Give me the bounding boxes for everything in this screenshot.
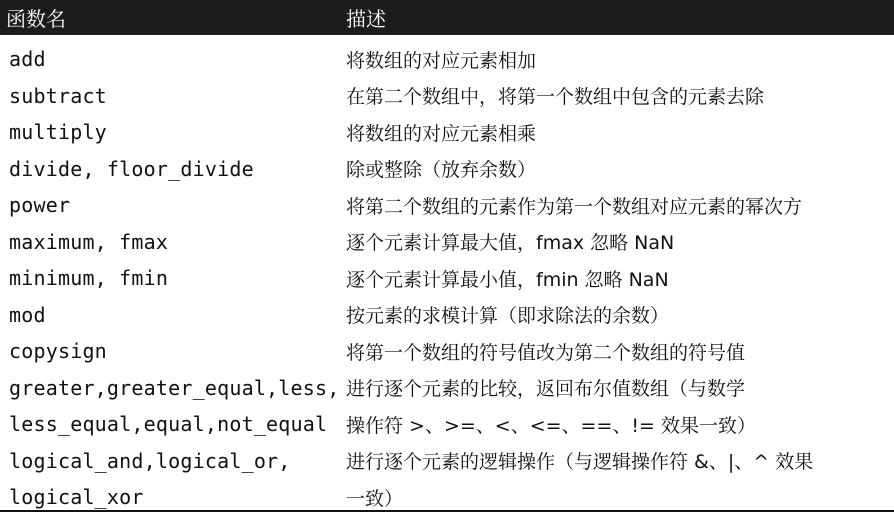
function-name-cell: minimum, fmin — [9, 266, 169, 291]
table-row — [0, 224, 894, 261]
description-cell: 将第二个数组的元素作为第一个数组对应元素的幂次方 — [346, 195, 803, 218]
table-row — [0, 41, 894, 78]
table-row — [0, 443, 894, 480]
description-cell: 进行逐个元素的逻辑操作（与逻辑操作符 &、|、^ 效果 — [346, 451, 814, 474]
function-name-cell: less_equal,equal,not_equal — [9, 412, 328, 437]
function-name-cell: power — [9, 193, 71, 218]
table-header — [0, 0, 894, 35]
description-cell: 在第二个数组中，将第一个数组中包含的元素去除 — [346, 86, 765, 109]
table-body — [0, 35, 894, 516]
function-name-cell: maximum, fmax — [9, 229, 169, 254]
description-cell: 除或整除（放弃余数） — [346, 159, 537, 182]
table-row — [0, 370, 894, 407]
description-cell: 操作符 >、>=、<、<=、==、!= 效果一致） — [346, 414, 756, 437]
description-cell: 一致） — [346, 487, 404, 510]
function-name-cell: mod — [9, 302, 46, 327]
description-cell: 逐个元素计算最大值，fmax 忽略 NaN — [346, 232, 675, 255]
description-cell: 逐个元素计算最小值，fmin 忽略 NaN — [346, 268, 669, 291]
description-cell: 将数组的对应元素相加 — [346, 49, 537, 72]
header-function-name: 函数名 — [6, 7, 66, 31]
description-cell: 进行逐个元素的比较，返回布尔值数组（与数学 — [346, 378, 746, 401]
description-cell: 将数组的对应元素相乘 — [346, 122, 537, 145]
table-row — [0, 260, 894, 297]
description-cell: 将第一个数组的符号值改为第二个数组的符号值 — [346, 341, 746, 364]
table-row — [0, 333, 894, 370]
header-description: 描述 — [346, 7, 386, 31]
table-row — [0, 187, 894, 224]
function-name-cell: multiply — [9, 120, 107, 145]
table-row — [0, 151, 894, 188]
table-row — [0, 78, 894, 115]
function-name-cell: divide, floor_divide — [9, 156, 254, 181]
function-name-cell: subtract — [9, 83, 107, 108]
function-name-cell: logical_xor — [9, 485, 144, 510]
function-name-cell: greater,greater_equal,less, — [9, 375, 340, 400]
table-row — [0, 114, 894, 151]
function-name-cell: add — [9, 47, 46, 72]
bottom-divider — [0, 510, 894, 512]
table-row — [0, 406, 894, 443]
function-name-cell: logical_and,logical_or, — [9, 448, 291, 473]
function-name-cell: copysign — [9, 339, 107, 364]
table-row — [0, 297, 894, 334]
description-cell: 按元素的求模计算（即求除法的余数） — [346, 305, 670, 328]
